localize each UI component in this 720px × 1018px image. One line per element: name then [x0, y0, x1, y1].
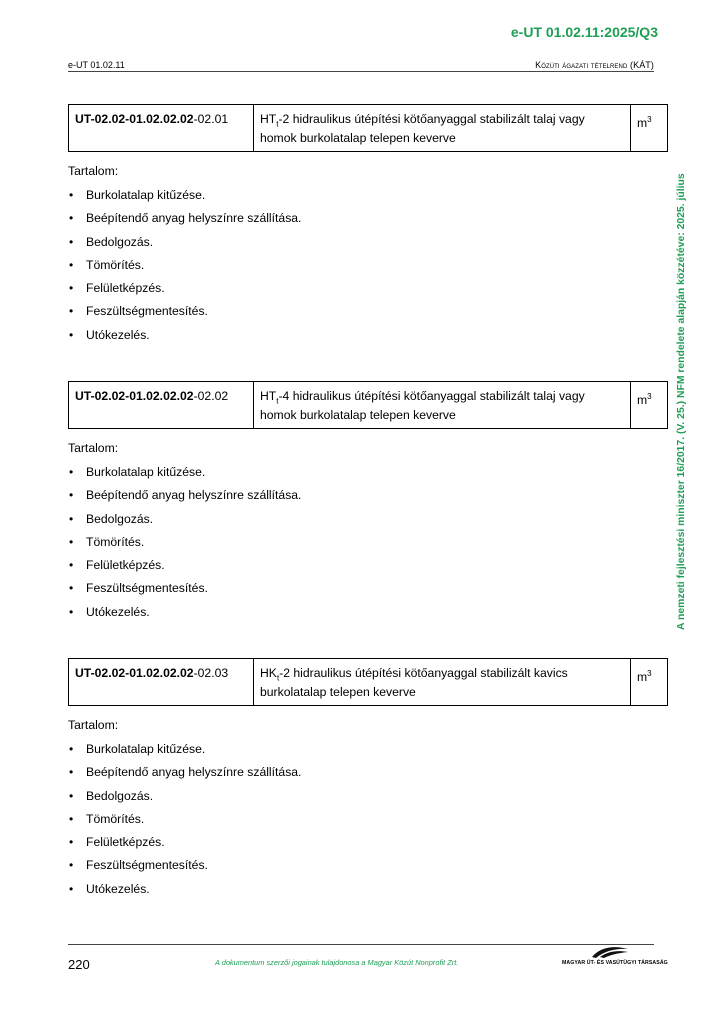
item-code-suffix: -02.02 — [193, 389, 229, 403]
list-item: • Felületképzés. — [68, 280, 301, 303]
unit-text: m — [637, 116, 648, 131]
content-label: Tartalom: — [68, 164, 119, 178]
description-prefix: HK — [260, 666, 277, 680]
society-logo — [562, 945, 668, 971]
list-item: • Bedolgozás. — [68, 234, 301, 257]
unit-superscript: 3 — [647, 669, 652, 678]
list-item: • Burkolatalap kitűzése. — [68, 741, 301, 764]
content-block-2 — [68, 440, 301, 627]
content-label: Tartalom: — [68, 441, 119, 455]
list-item: • Felületképzés. — [68, 834, 301, 857]
side-publication-note — [674, 98, 694, 630]
content-list — [68, 741, 301, 904]
list-item: • Feszültségmentesítés. — [68, 857, 301, 880]
list-item: • Beépítendő anyag helyszínre szállítása. — [68, 764, 301, 787]
list-item: • Bedolgozás. — [68, 511, 301, 534]
table-row — [69, 659, 668, 706]
list-item: • Utókezelés. — [68, 604, 301, 627]
document-code: e-UT 01.02.11:2025/Q3 — [510, 24, 658, 40]
list-item: • Bedolgozás. — [68, 788, 301, 811]
unit-text: m — [637, 393, 648, 408]
content-list — [68, 464, 301, 627]
item-code — [69, 382, 254, 429]
logo-text: MAGYAR ÚT- ÉS VASÚTÜGYI TÁRSASÁG — [562, 960, 668, 966]
list-item: • Feszültségmentesítés. — [68, 580, 301, 603]
content-block-1 — [68, 163, 301, 350]
item-code — [69, 105, 254, 152]
item-description — [254, 382, 631, 429]
description-subscript: t — [276, 119, 279, 129]
header-left: e-UT 01.02.11 — [68, 60, 125, 70]
item-code-main: UT-02.02-01.02.02.02 — [75, 389, 194, 403]
item-unit — [631, 659, 668, 706]
list-item: • Utókezelés. — [68, 327, 301, 350]
content-list — [68, 187, 301, 350]
table-row — [69, 105, 668, 152]
description-text: -4 hidraulikus útépítési kötőanyaggal stabilizált talaj vagy homok burkolatalap telepen keverve — [260, 389, 585, 423]
item-table-3 — [68, 658, 668, 706]
unit-text: m — [637, 670, 648, 685]
item-table-2 — [68, 381, 668, 429]
content-label: Tartalom: — [68, 718, 119, 732]
header-right: Közúti ágazati tételrend (KÁT) — [535, 60, 654, 70]
list-item: • Tömörítés. — [68, 257, 301, 280]
description-prefix: HT — [260, 389, 277, 403]
item-description — [254, 105, 631, 152]
list-item: • Tömörítés. — [68, 811, 301, 834]
unit-superscript: 3 — [647, 115, 652, 124]
item-code-suffix: -02.03 — [193, 666, 229, 680]
description-prefix: HT — [260, 112, 277, 126]
description-subscript: t — [276, 396, 279, 406]
list-item: • Feszültségmentesítés. — [68, 303, 301, 326]
unit-superscript: 3 — [647, 392, 652, 401]
header-rule — [68, 71, 654, 72]
item-unit — [631, 105, 668, 152]
page-number: 220 — [68, 957, 90, 972]
item-code-suffix: -02.01 — [193, 112, 229, 126]
copyright-notice: A dokumentum szerzői jogainak tulajdonosa a Magyar Közút Nonprofit Zrt. — [215, 958, 459, 967]
list-item: • Felületképzés. — [68, 557, 301, 580]
item-code-main: UT-02.02-01.02.02.02 — [75, 112, 194, 126]
description-text: -2 hidraulikus útépítési kötőanyaggal stabilizált kavics burkolatalap telepen keverve — [260, 666, 568, 700]
list-item: • Beépítendő anyag helyszínre szállítása. — [68, 487, 301, 510]
table-row — [69, 382, 668, 429]
side-note-text: A nemzeti fejlesztési miniszter 16/2017. (V. 25.) NFM rendelete alapján közzétéve: 2025. július — [676, 173, 687, 630]
description-subscript: t — [276, 673, 280, 683]
content-block-3 — [68, 717, 301, 904]
list-item: • Beépítendő anyag helyszínre szállítása. — [68, 210, 301, 233]
list-item: • Utókezelés. — [68, 881, 301, 904]
description-text: -2 hidraulikus útépítési kötőanyaggal stabilizált talaj vagy homok burkolatalap telepen keverve — [260, 112, 585, 146]
list-item: • Burkolatalap kitűzése. — [68, 187, 301, 210]
item-table-1 — [68, 104, 668, 152]
item-code — [69, 659, 254, 706]
list-item: • Tömörítés. — [68, 534, 301, 557]
list-item: • Burkolatalap kitűzése. — [68, 464, 301, 487]
road-swoosh-icon — [590, 945, 630, 959]
item-description — [254, 659, 631, 706]
item-unit — [631, 382, 668, 429]
item-code-main: UT-02.02-01.02.02.02 — [75, 666, 194, 680]
